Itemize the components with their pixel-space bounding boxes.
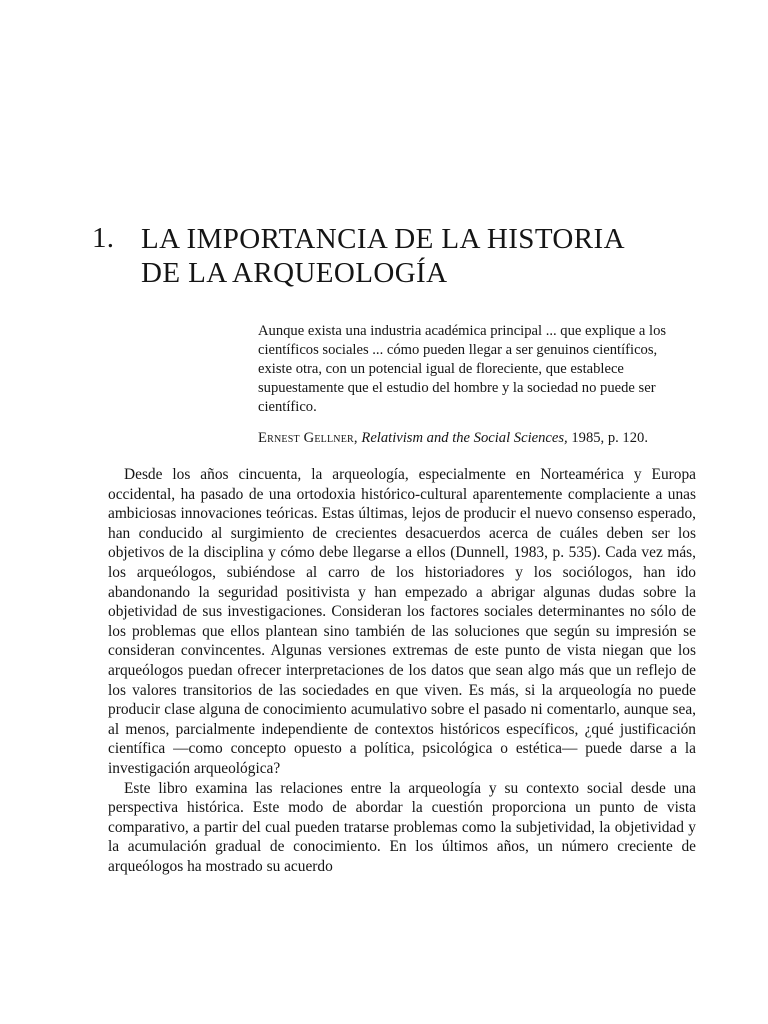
epigraph-author: Ernest Gellner, xyxy=(258,430,358,446)
chapter-number: 1. xyxy=(92,222,115,254)
chapter-title-line-2: DE LA ARQUEOLOGÍA xyxy=(141,257,448,289)
chapter-title xyxy=(141,222,681,290)
epigraph xyxy=(258,322,694,448)
epigraph-source xyxy=(258,429,694,448)
chapter-title-line-1: LA IMPORTANCIA DE LA HISTORIA xyxy=(141,223,625,255)
epigraph-citation: 1985, p. 120. xyxy=(571,430,648,446)
epigraph-quote: Aunque exista una industria académica principal ... que explique a los científicos sociales ... cómo pueden llegar a ser genuinos científicos, existe otra, con un potencial igual de floreciente, que establece supuestamente que el estudio del hombre y la sociedad no puede ser científico. xyxy=(258,323,667,415)
body-text xyxy=(108,465,696,876)
epigraph-work-title: Relativism and the Social Sciences, xyxy=(361,430,568,446)
chapter-heading xyxy=(92,222,692,290)
body-paragraph-2: Este libro examina las relaciones entre la arqueología y su contexto social desde una perspectiva histórica. Este modo de abordar la cuestión proporciona un punto de vista comparativo, a partir del cual pueden tratarse problemas como la subjetividad, la objetividad y la acumulación gradual de conocimiento. En los últimos años, un número creciente de arqueólogos ha mostrado su acuerdo xyxy=(108,779,696,875)
body-paragraph-1: Desde los años cincuenta, la arqueología, especialmente en Norteamérica y Europa occidental, ha pasado de una ortodoxia histórico-cultural aparentemente complaciente a unas ambiciosas innovaciones teóricas. Estas últimas, lejos de producir el nuevo consenso esperado, han conducido al surgimiento de crecientes desacuerdos acerca de cuáles deben ser los objetivos de la disciplina y cómo debe llegarse a ellos (Dunnell, 1983, p. 535). Cada vez más, los arqueólogos, subiéndose al carro de los historiadores y los sociólogos, han ido abandonando la seguridad positivista y han empezado a abrigar algunas dudas sobre la objetividad de sus investigaciones. Consideran los factores sociales determinantes no sólo de los problemas que ellos plantean sino también de las soluciones que según su impresión se consideran convincentes. Algunas versiones extremas de este punto de vista niegan que los arqueólogos puedan ofrecer interpretaciones de los datos que sean algo más que un reflejo de los valores transitorios de las sociedades en que viven. Es más, si la arqueología no puede producir clase alguna de conocimiento acumulativo sobre el pasado ni comentarlo, aunque sea, al menos, parcialmente independiente de contextos históricos específicos, ¿qué justificación científica —como concepto opuesto a política, psicológica o estética— puede darse a la investigación arqueológica? xyxy=(108,466,696,777)
